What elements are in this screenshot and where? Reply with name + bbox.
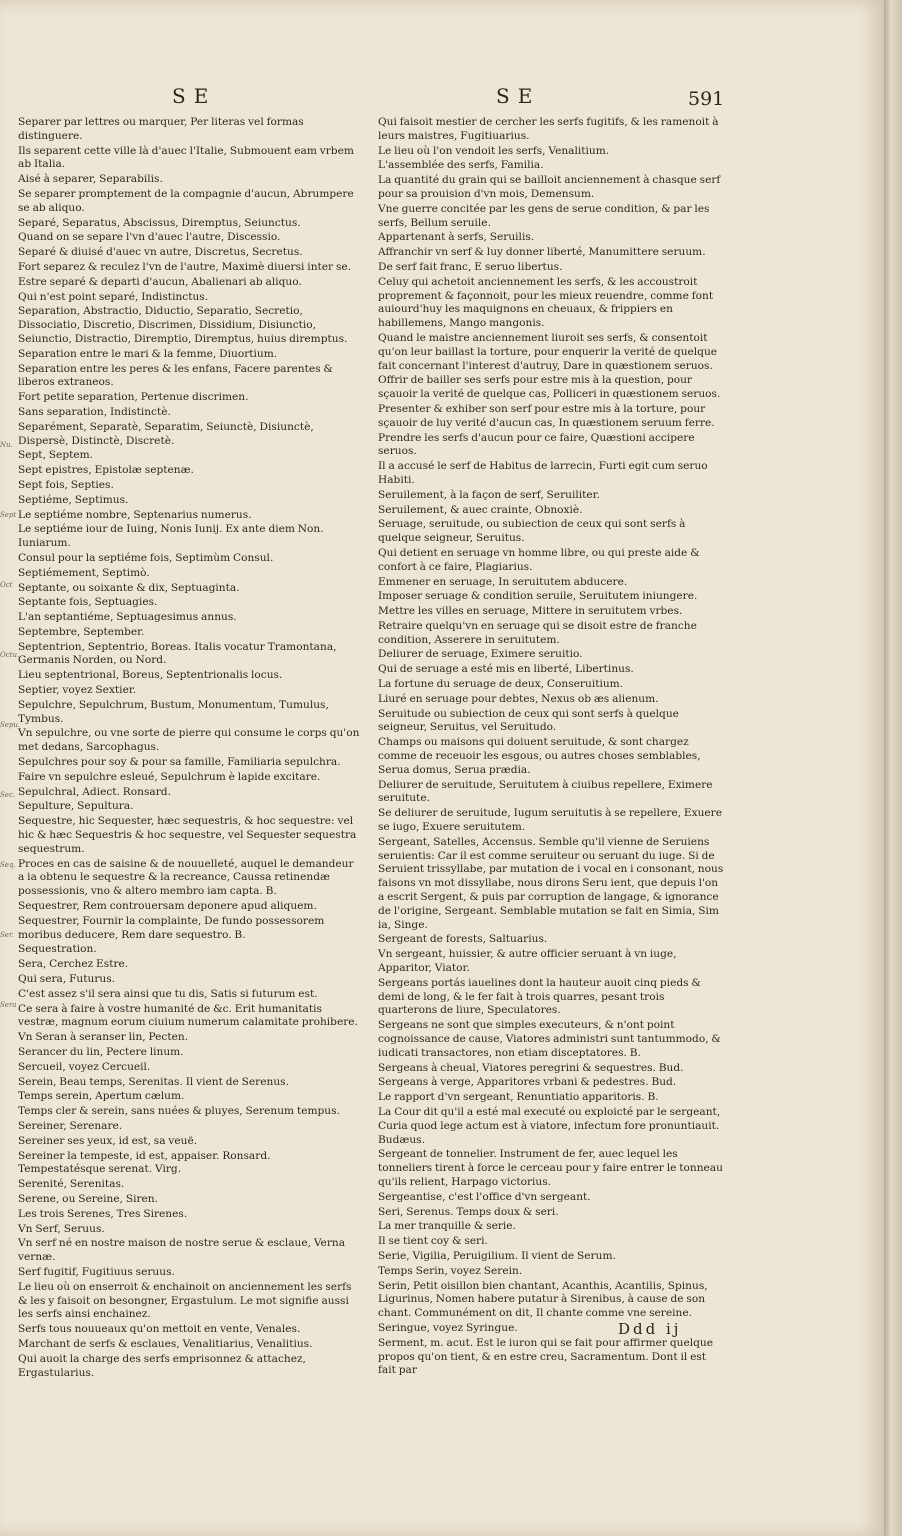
dictionary-entry: Faire vn sepulchre esleué, Sepulchrum è lapide excitare. <box>18 770 321 783</box>
dictionary-entry: Emmener en seruage, In seruitutem abducere. <box>378 575 628 588</box>
signature-mark: Ddd ij <box>618 1320 682 1338</box>
dictionary-entry: Le lieu où on enserroit & enchainoit on anciennement les serfs & les y faisoit on besongner, Ergastulum. Le mot signifie aussi les serfs ainsi enchainez. <box>18 1280 352 1321</box>
dictionary-entry: La mer tranquille & serie. <box>378 1220 516 1233</box>
dictionary-entry: Separation entre les peres & les enfans, Facere parentes & liberos extraneos. <box>18 362 333 389</box>
dictionary-entry: L'assemblée des serfs, Familia. <box>378 159 544 172</box>
dictionary-entry: Estre separé & departi d'aucun, Abalienari ab aliquo. <box>18 275 302 288</box>
dictionary-entry: Sept, Septem. <box>18 449 94 462</box>
dictionary-entry: Serin, Petit oisillon bien chantant, Acanthis, Acantilis, Spinus, Ligurinus, Nomen habere putatur à Sirenibus, à cause de son chant. Communément on dit, Il chante comme vne sereine. <box>378 1279 708 1320</box>
dictionary-entry: Sergeans à verge, Apparitores vrbani & pedestres. Bud. <box>378 1076 677 1089</box>
dictionary-entry: Vn serf né en nostre maison de nostre serue & esclaue, Verna vernæ. <box>18 1237 346 1264</box>
margin-note: Oct <box>0 581 13 589</box>
dictionary-entry: Il se tient coy & seri. <box>378 1235 488 1248</box>
page-edge <box>884 0 902 1536</box>
dictionary-entry: Vn Serf, Seruus. <box>18 1222 105 1235</box>
dictionary-entry: Sergeans à cheual, Viatores peregrini & sequestres. Bud. <box>378 1061 684 1074</box>
dictionary-entry: Serment, m. acut. Est le iuron qui se fait pour affirmer quelque propos qu'on tient, & en estre creu, Sacramentum. Dont il est fait par <box>378 1336 714 1377</box>
dictionary-entry: Sergeantise, c'est l'office d'vn sergeant. <box>378 1190 591 1203</box>
dictionary-entry: Sepulchre, Sepulchrum, Bustum, Monumentum, Tumulus, Tymbus. <box>18 698 329 725</box>
dictionary-entry: Separément, Separatè, Separatim, Seiunctè, Disiunctè, Dispersè, Distinctè, Discretè. <box>18 420 314 447</box>
dictionary-entry: Sepulchral, Adiect. Ronsard. <box>18 785 171 798</box>
dictionary-entry: Les trois Serenes, Tres Sirenes. <box>18 1207 188 1220</box>
dictionary-entry: Le rapport d'vn sergeant, Renuntiatio apparitoris. B. <box>378 1091 659 1104</box>
dictionary-entry: Septembre, September. <box>18 625 145 638</box>
dictionary-entry: Temps cler & serein, sans nuées & pluyes, Serenum tempus. <box>18 1105 340 1118</box>
dictionary-entry: Qui sera, Futurus. <box>18 973 116 986</box>
dictionary-entry: Consul pour la septiéme fois, Septimùm Consul. <box>18 551 274 564</box>
dictionary-entry: Sergeans portás iauelines dont la hauteur auoit cinq pieds & demi de long, & le fer fait à trois quarres, pesant trois quarterons de liure, Speculatores. <box>378 976 701 1017</box>
dictionary-entry: Serie, Vigilia, Peruigilium. Il vient de Serum. <box>378 1249 616 1262</box>
dictionary-entry: Sept epistres, Epistolæ septenæ. <box>18 464 194 477</box>
dictionary-entry: La quantité du grain qui se bailloit anciennement à chasque serf pour sa prouision d'vn mois, Demensum. <box>378 174 721 200</box>
dictionary-entry: Qui detient en seruage vn homme libre, ou qui preste aide & confort à ce faire, Plagiarius. <box>378 546 700 573</box>
dictionary-entry: Proces en cas de saisine & de nouuelleté, auquel le demandeur a ia obtenu le sequestre & la recreance, Caussa retinendæ possessionis, vno & altero membro iam capta. B. <box>18 857 354 898</box>
dictionary-entry: Deliurer de seruage, Eximere seruitio. <box>378 648 583 661</box>
margin-note: Octu. <box>0 651 20 659</box>
dictionary-entry: Sereiner la tempeste, id est, appaiser. Ronsard. Tempestatésque serenat. Virg. <box>18 1149 271 1176</box>
margin-note: Seq. <box>0 861 16 869</box>
dictionary-entry: Serene, ou Sereine, Siren. <box>18 1192 159 1205</box>
dictionary-entry: Septier, voyez Sextier. <box>18 684 137 697</box>
dictionary-entry: Vn sergeant, huissier, & autre officier seruant à vn iuge, Apparitor, Viator. <box>378 948 677 975</box>
dictionary-entry: Septiéme, Septimus. <box>18 493 129 506</box>
dictionary-entry: Vne guerre concitée par les gens de serue condition, & par les serfs, Bellum seruile. <box>378 202 710 229</box>
dictionary-entry: Seruilement, & auec crainte, Obnoxiè. <box>378 503 583 516</box>
dictionary-entry: Champs ou maisons qui doiuent seruitude, & sont chargez comme de receuoir les esgous, ou autres choses semblables, Serua domus, Serua prædia. <box>378 736 701 776</box>
dictionary-entry: Septiémement, Septimò. <box>18 566 150 579</box>
left-column <box>18 116 360 1381</box>
dictionary-entry: Se deliurer de seruitude, Iugum seruitutis à se repellere, Exuere se iugo, Exuere seruitutem. <box>378 807 722 834</box>
dictionary-entry: Seruage, seruitude, ou subiection de ceux qui sont serfs à quelque seigneur, Seruitus. <box>378 518 686 545</box>
dictionary-entry: Sergeant de tonnelier. Instrument de fer, auec lequel les tonneliers tirent à force le cerceau pour y faire entrer le tonneau qu'ils relient, Harpago victorius. <box>378 1148 723 1188</box>
dictionary-entry: Septante, ou soixante & dix, Septuaginta. <box>18 581 240 594</box>
dictionary-entry: Separation, Abstractio, Diductio, Separatio, Secretio, Dissociatio, Discretio, Discrimen, Dissidium, Disiunctio, Seiunctio, Distractio, Diremptio, Diremptus, huius diremptus. <box>18 305 348 345</box>
margin-notes <box>0 440 21 1070</box>
margin-note: Ser. <box>0 931 14 939</box>
dictionary-entry: Serein, Beau temps, Serenitas. Il vient de Serenus. <box>18 1075 289 1088</box>
dictionary-entry: Sepulture, Sepultura. <box>18 800 134 813</box>
dictionary-entry: Fort petite separation, Pertenue discrimen. <box>18 391 249 404</box>
dictionary-entry: C'est assez s'il sera ainsi que tu dis, Satis si futurum est. <box>18 987 318 1000</box>
dictionary-entry: Le septiéme nombre, Septenarius numerus. <box>18 508 252 521</box>
dictionary-entry: Separé, Separatus, Abscissus, Diremptus, Seiunctus. <box>18 216 301 229</box>
dictionary-entry: Liuré en seruage pour debtes, Nexus ob æs alienum. <box>378 692 659 705</box>
margin-note: Sec. <box>0 791 16 799</box>
dictionary-entry: Quand le maistre anciennement liuroit ses serfs, & consentoit qu'on leur baillast la torture, pour enquerir la verité de quelque fait concernant l'interest d'autruy, Dare in quæstionem seruos. <box>378 331 718 372</box>
dictionary-entry: Le lieu où l'on vendoit les serfs, Venalitium. <box>378 144 610 157</box>
dictionary-entry: Septante fois, Septuagies. <box>18 596 158 609</box>
dictionary-entry: Separation entre le mari & la femme, Diuortium. <box>18 347 278 360</box>
dictionary-entry: Se separer promptement de la compagnie d'aucun, Abrumpere se ab aliquo. <box>18 187 354 214</box>
dictionary-entry: Serfs tous nouueaux qu'on mettoit en vente, Venales. <box>18 1323 301 1336</box>
dictionary-entry: Sergeans ne sont que simples executeurs, & n'ont point cognoissance de cause, Viatores administri sunt tantummodo, & iudicati transactores, non etiam disceptatores. B. <box>378 1019 721 1059</box>
dictionary-entry: Ce sera à faire à vostre humanité de &c. Erit humanitatis vestræ, magnum eorum ciuium numerum calamitate prohibere. <box>18 1002 358 1029</box>
dictionary-entry: Lieu septentrional, Boreus, Septentrionalis locus. <box>18 669 283 682</box>
dictionary-entry: Separer par lettres ou marquer, Per literas vel formas distinguere. <box>18 116 304 142</box>
dictionary-entry: L'an septantiéme, Septuagesimus annus. <box>18 611 237 624</box>
dictionary-entry: Retraire quelqu'vn en seruage qui se disoit estre de franche condition, Asserere in seruitutem. <box>378 619 697 646</box>
dictionary-entry: Affranchir vn serf & luy donner liberté, Manumittere seruum. <box>378 246 706 259</box>
dictionary-entry: Appartenant à serfs, Seruilis. <box>378 231 535 244</box>
dictionary-entry: Seri, Serenus. Temps doux & seri. <box>378 1205 559 1218</box>
dictionary-entry: Mettre les villes en seruage, Mittere in seruitutem vrbes. <box>378 605 683 618</box>
dictionary-entry: Sereiner ses yeux, id est, sa veuë. <box>18 1134 198 1147</box>
dictionary-entry: Separé & diuisé d'auec vn autre, Discretus, Secretus. <box>18 246 303 259</box>
dictionary-entry: Ils separent cette ville là d'auec l'Italie, Submouent eam vrbem ab Italia. <box>18 144 354 171</box>
dictionary-entry: Sera, Cerchez Estre. <box>18 958 129 971</box>
dictionary-entry: Qui de seruage a esté mis en liberté, Libertinus. <box>378 663 634 676</box>
dictionary-entry: Sequestre, hic Sequester, hæc sequestris, & hoc sequestre: vel hic & hæc Sequestris & hoc sequestre, vel Sequester sequestra sequestrum. <box>18 815 357 855</box>
dictionary-entry: Quand on se separe l'vn d'auec l'autre, Discessio. <box>18 231 281 244</box>
margin-note: Sepu. <box>0 721 21 729</box>
margin-note: Sept <box>0 511 17 519</box>
dictionary-entry: Prendre les serfs d'aucun pour ce faire, Quæstioni accipere seruos. <box>378 431 695 458</box>
margin-note: Sera <box>0 1001 17 1009</box>
running-head-left: SE <box>172 84 217 108</box>
dictionary-entry: Septentrion, Septentrio, Boreas. Italis vocatur Tramontana, Germanis Norden, ou Nord. <box>18 640 337 667</box>
dictionary-entry: Seringue, voyez Syringue. <box>378 1321 518 1334</box>
dictionary-entry: Offrir de bailler ses serfs pour estre mis à la question, pour sçauoir la verité de quelque cas, Polliceri in quæstionem seruos. <box>378 374 721 401</box>
dictionary-entry: De serf fait franc, E seruo libertus. <box>378 260 563 273</box>
dictionary-entry: Marchant de serfs & esclaues, Venalitiarius, Venalitius. <box>18 1337 313 1350</box>
dictionary-entry: Sepulchres pour soy & pour sa famille, Familiaria sepulchra. <box>18 756 341 769</box>
dictionary-entry: Sequestrer, Fournir la complainte, De fundo possessorem moribus deducere, Rem dare sequestro. B. <box>18 914 325 941</box>
dictionary-entry: Celuy qui achetoit anciennement les serfs, & les accoustroit proprement & façonnoit, pour les mieux reuendre, comme font auiourd'huy les maquignons en cheuaux, & frippiers en habillemens, Mango mangonis. <box>378 275 714 330</box>
dictionary-entry: Vn sepulchre, ou vne sorte de pierre qui consume le corps qu'on met dedans, Sarcophagus. <box>18 727 360 754</box>
dictionary-entry: Serenité, Serenitas. <box>18 1178 125 1191</box>
dictionary-entry: Sereiner, Serenare. <box>18 1119 123 1132</box>
dictionary-entry: Sans separation, Indistinctè. <box>18 405 171 418</box>
dictionary-entry: Le septiéme iour de Iuing, Nonis Iunij. Ex ante diem Non. Iuniarum. <box>18 523 324 550</box>
dictionary-entry: Qui faisoit mestier de cercher les serfs fugitifs, & les ramenoit à leurs maistres, Fugitiuarius. <box>378 116 719 142</box>
dictionary-entry: Qui n'est point separé, Indistinctus. <box>18 290 209 303</box>
dictionary-entry: La Cour dit qu'il a esté mal executé ou exploicté par le sergeant, Curia quod lege actum est à viatore, infectum fore pronuntiauit. Budæus. <box>378 1105 721 1146</box>
dictionary-entry: Qui auoit la charge des serfs emprisonnez & attachez, Ergastularius. <box>18 1352 306 1379</box>
dictionary-entry: Sequestrer, Rem controuersam deponere apud aliquem. <box>18 900 317 913</box>
dictionary-entry: Seruitude ou subiection de ceux qui sont serfs à quelque seigneur, Seruitus, vel Seruitudo. <box>378 707 679 734</box>
dictionary-entry: Sequestration. <box>18 943 97 956</box>
dictionary-entry: Sercueil, voyez Cercueil. <box>18 1060 151 1073</box>
dictionary-entry: Temps serein, Apertum cælum. <box>18 1090 185 1103</box>
running-head-right: SE <box>496 84 541 108</box>
dictionary-entry: Imposer seruage & condition seruile, Seruitutem iniungere. <box>378 590 698 603</box>
dictionary-entry: Sergeant de forests, Saltuarius. <box>378 933 548 946</box>
dictionary-entry: Presenter & exhiber son serf pour estre mis à la torture, pour sçauoir de luy verité d'aucun cas, In quæstionem seruum ferre. <box>378 402 715 429</box>
right-column <box>378 116 724 1379</box>
page-number: 591 <box>688 88 725 110</box>
dictionary-entry: Il a accusé le serf de Habitus de larrecin, Furti egit cum seruo Habiti. <box>378 460 708 486</box>
dictionary-entry: Serancer du lin, Pectere linum. <box>18 1046 184 1058</box>
dictionary-entry: Temps Serin, voyez Serein. <box>378 1264 523 1277</box>
dictionary-entry: La fortune du seruage de deux, Conseruitium. <box>378 678 624 691</box>
dictionary-entry: Sergeant, Satelles, Accensus. Semble qu'il vienne de Seruiens seruientis: Car il est comme seruiteur ou seruant du iuge. Si de Seruient trissyllabe, par mutation de i vocal en i consonant, nous faisons vn mot dissyllabe, nous dirons Seru ient, que depuis l'on a escrit Sergent, & puis par corruption de langage, & ignorance de l'origine, Sergeant. Semblable mutation se fait en Simia, Sim ia, Singe. <box>378 835 724 931</box>
dictionary-entry: Vn Seran à seranser lin, Pecten. <box>18 1031 189 1044</box>
dictionary-entry: Serf fugitif, Fugitiuus seruus. <box>18 1265 175 1278</box>
margin-note: Nu. <box>0 441 13 449</box>
dictionary-entry: Sept fois, Septies. <box>18 478 114 491</box>
dictionary-entry: Fort separez & reculez l'vn de l'autre, Maximè diuersi inter se. <box>18 260 352 273</box>
dictionary-entry: Aisé à separer, Separabilis. <box>18 173 163 186</box>
dictionary-entry: Seruilement, à la façon de serf, Seruiliter. <box>378 488 600 501</box>
dictionary-entry: Deliurer de seruitude, Seruitutem à ciuibus repellere, Eximere seruitute. <box>378 778 713 805</box>
